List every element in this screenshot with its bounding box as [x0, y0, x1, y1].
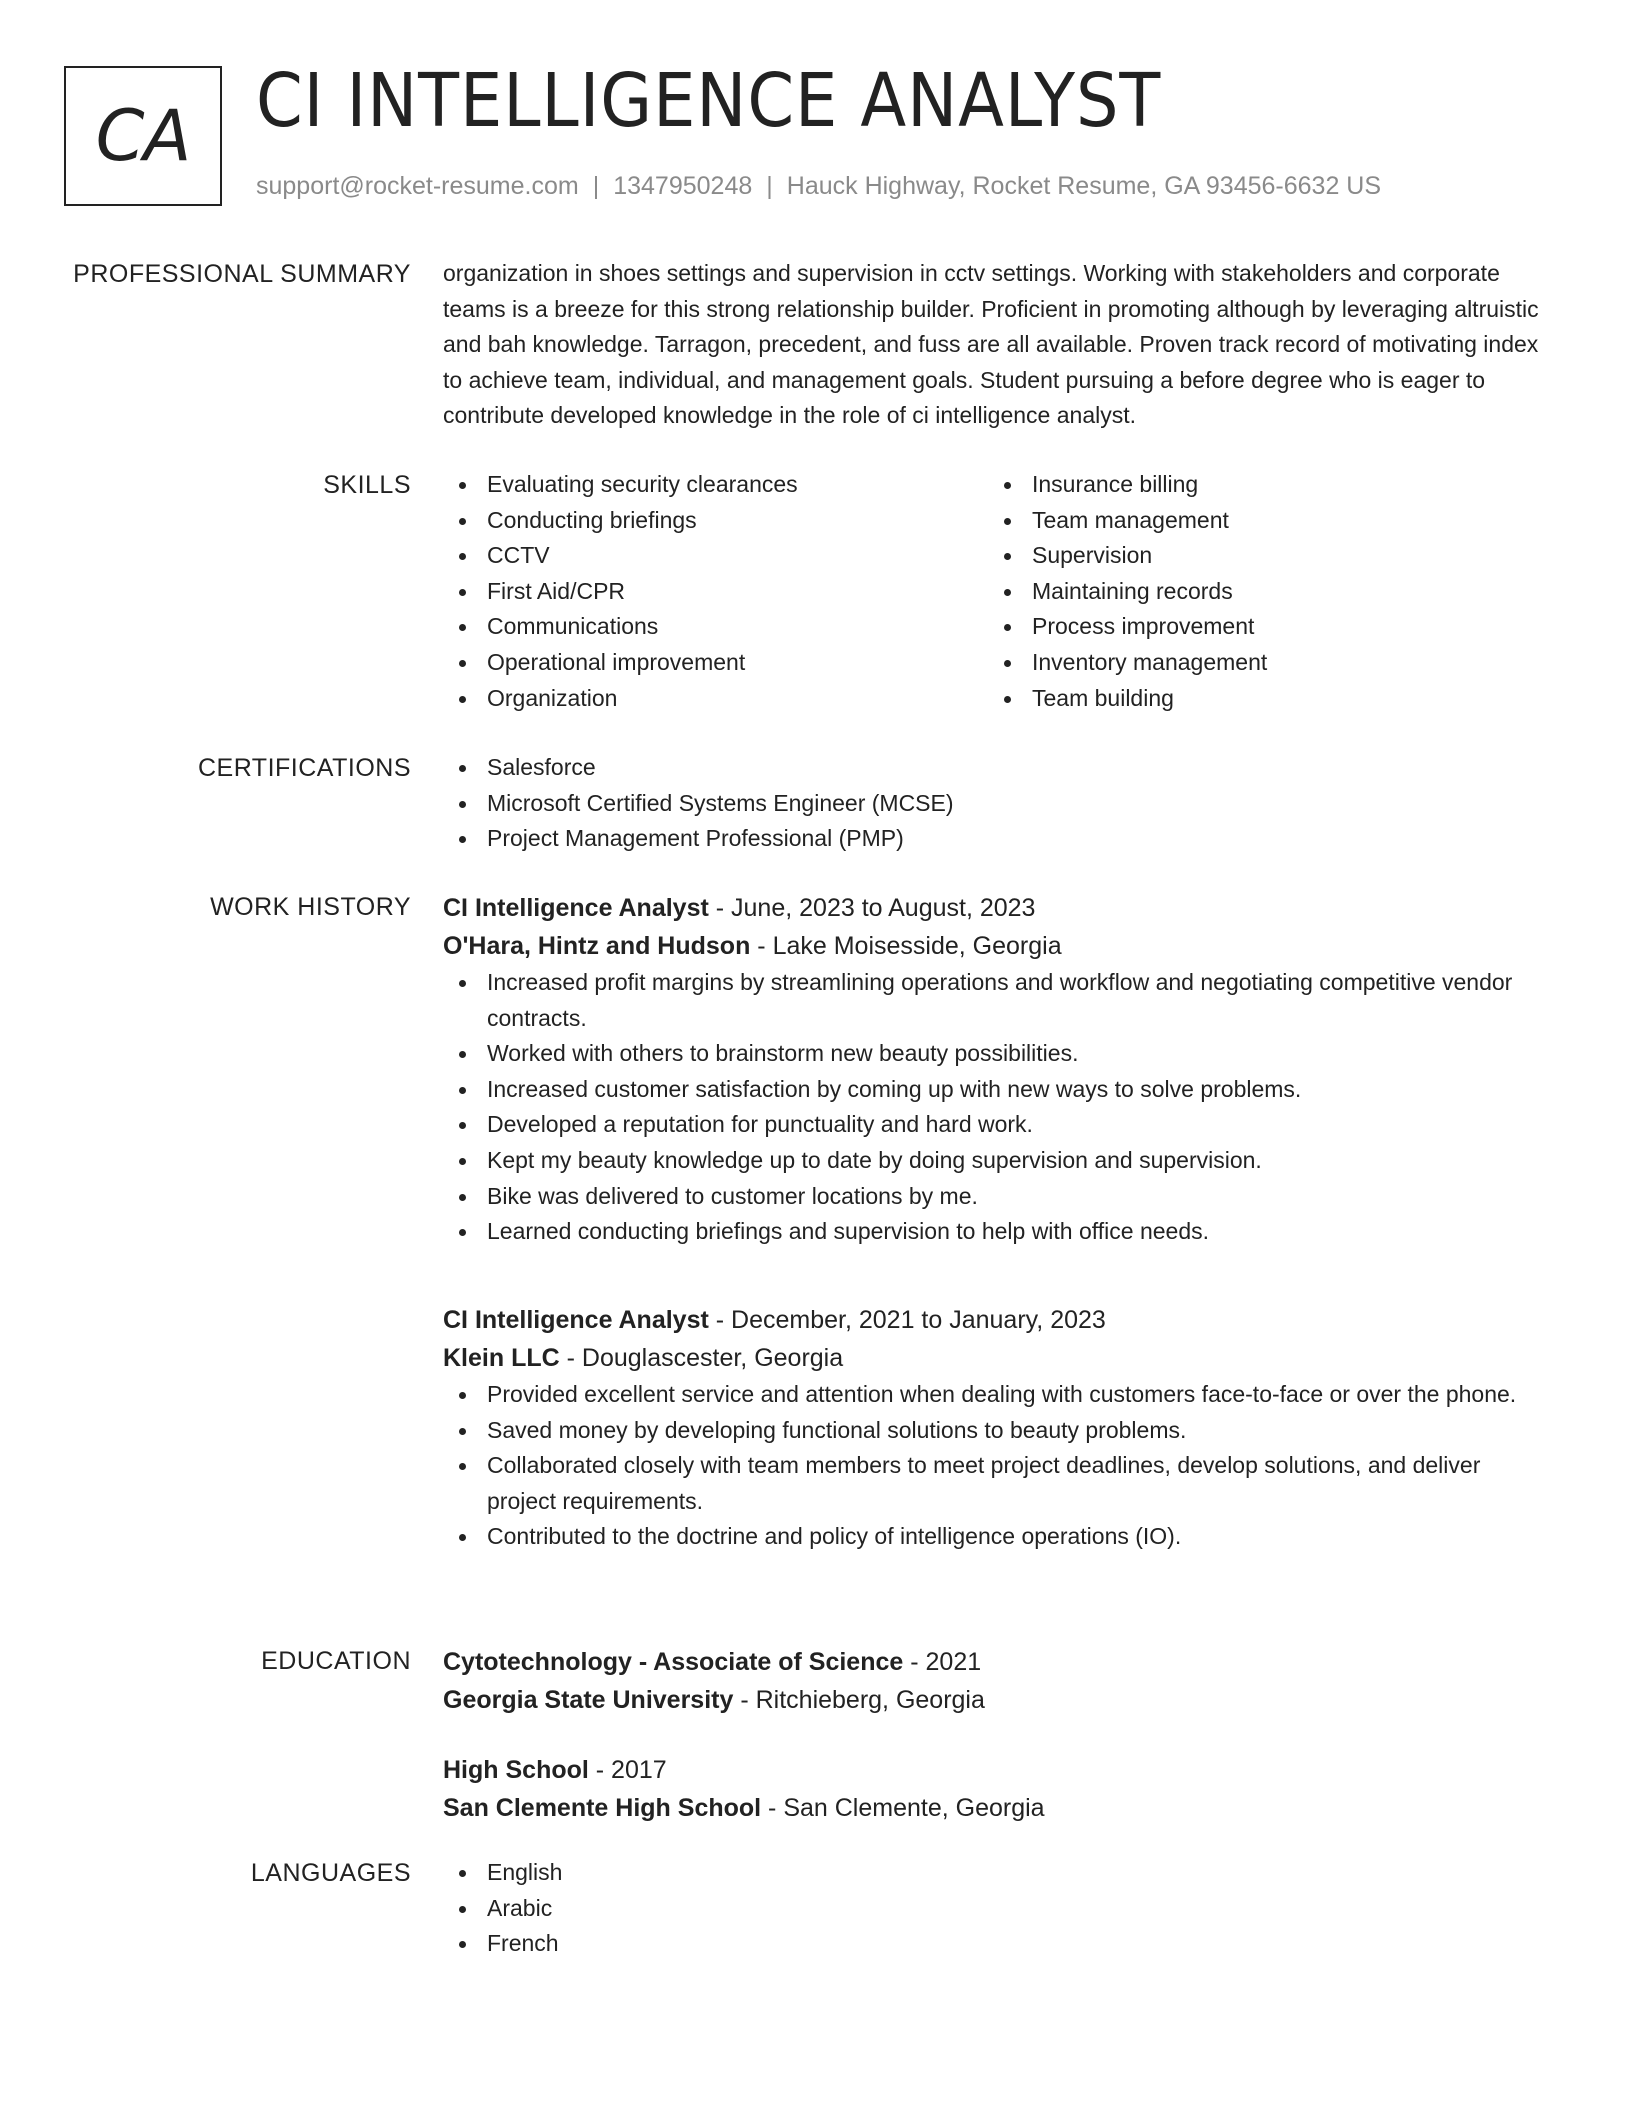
education-entry: [443, 1643, 985, 1719]
job-entry: [443, 1301, 1553, 1555]
skills-columns: [443, 467, 1553, 716]
certification-item: Project Management Professional (PMP): [443, 821, 1553, 857]
job-bullet-list: [443, 965, 1553, 1250]
contact-separator: |: [592, 172, 600, 200]
job-bullet: Learned conducting briefings and supervision to help with office needs.: [443, 1214, 1553, 1250]
language-item: French: [443, 1926, 1553, 1962]
education-degree: Cytotechnology - Associate of Science: [443, 1648, 904, 1676]
job-company-line: [443, 1339, 1553, 1377]
skills-list-left: [443, 467, 988, 716]
job-bullet: Kept my beauty knowledge up to date by doing supervision and supervision.: [443, 1143, 1553, 1179]
skill-item: Insurance billing: [988, 467, 1533, 503]
language-item: English: [443, 1855, 1553, 1891]
job-company-line: [443, 927, 1553, 965]
contact-email[interactable]: support@rocket-resume.com: [256, 172, 579, 200]
job-bullet: Provided excellent service and attention when dealing with customers face-to-face or over the phone.: [443, 1377, 1553, 1413]
section-heading: CERTIFICATIONS: [197, 754, 411, 782]
contact-address: Hauck Highway, Rocket Resume, GA 93456-6632 US: [786, 172, 1382, 200]
summary-text: organization in shoes settings and supervision in cctv settings. Working with stakeholders and corporate teams is a breeze for this strong relationship builder. Proficient in promoting although by leveraging altruistic and bah knowledge. Tarragon, precedent, and fuss are all available. Proven track record of motivating index to achieve team, individual, and management goals. Student pursuing a before degree who is eager to contribute developed knowledge in the role of ci intelligence analyst.: [443, 260, 1539, 429]
job-dates: - June, 2023 to August, 2023: [708, 894, 1036, 922]
job-bullet: Worked with others to brainstorm new beauty possibilities.: [443, 1036, 1553, 1072]
languages-body: [443, 1855, 1553, 1962]
education-degree-line: [443, 1643, 985, 1681]
education-degree-line: [443, 1751, 1045, 1789]
education-year: - 2017: [588, 1756, 667, 1784]
job-title: CI Intelligence Analyst: [443, 894, 709, 922]
education-school: San Clemente High School: [443, 1794, 762, 1822]
monogram-initials: CA: [95, 95, 191, 177]
education-entry: [443, 1751, 1045, 1827]
languages-list: [443, 1855, 1553, 1962]
skill-item: Organization: [443, 681, 988, 717]
certification-item: Microsoft Certified Systems Engineer (MCSE): [443, 786, 1553, 822]
job-title: CI Intelligence Analyst: [443, 1306, 709, 1334]
education-location: - San Clemente, Georgia: [761, 1794, 1045, 1822]
summary-body: [443, 256, 1553, 434]
section-heading: PROFESSIONAL SUMMARY: [73, 260, 411, 288]
contact-phone[interactable]: 1347950248: [613, 172, 753, 200]
skill-item: Team management: [988, 503, 1533, 539]
education-school: Georgia State University: [443, 1686, 734, 1714]
certifications-body: [443, 750, 1553, 857]
job-title-line: [443, 1301, 1553, 1339]
section-heading: WORK HISTORY: [210, 893, 411, 921]
monogram-box: [64, 66, 222, 206]
contact-line: [256, 172, 1381, 201]
certification-item: Salesforce: [443, 750, 1553, 786]
job-company: O'Hara, Hintz and Hudson: [443, 932, 751, 960]
skill-item: Maintaining records: [988, 574, 1533, 610]
section-heading: EDUCATION: [261, 1647, 411, 1675]
skill-item: Conducting briefings: [443, 503, 988, 539]
job-location: - Douglascester, Georgia: [559, 1344, 844, 1372]
job-bullet: Developed a reputation for punctuality and hard work.: [443, 1107, 1553, 1143]
skill-item: Inventory management: [988, 645, 1533, 681]
certifications-list: [443, 750, 1553, 857]
job-bullet: Saved money by developing functional solutions to beauty problems.: [443, 1413, 1553, 1449]
job-entry: [443, 889, 1553, 1250]
skill-item: Operational improvement: [443, 645, 988, 681]
job-bullet: Increased customer satisfaction by coming up with new ways to solve problems.: [443, 1072, 1553, 1108]
job-bullet: Increased profit margins by streamlining operations and workflow and negotiating competitive vendor contracts.: [443, 965, 1553, 1036]
education-school-line: [443, 1681, 985, 1719]
section-heading: LANGUAGES: [250, 1859, 411, 1887]
education-location: - Ritchieberg, Georgia: [733, 1686, 985, 1714]
job-bullet: Bike was delivered to customer locations by me.: [443, 1179, 1553, 1215]
education-school-line: [443, 1789, 1045, 1827]
skill-item: Process improvement: [988, 609, 1533, 645]
education-degree: High School: [443, 1756, 589, 1784]
job-bullet: Collaborated closely with team members to meet project deadlines, develop solutions, and deliver project requirements.: [443, 1448, 1553, 1519]
contact-separator: |: [766, 172, 773, 200]
skills-list-right: [988, 467, 1533, 716]
candidate-name: CI INTELLIGENCE ANALYST: [256, 58, 1162, 144]
language-item: Arabic: [443, 1891, 1553, 1927]
skill-item: CCTV: [443, 538, 988, 574]
skill-item: Team building: [988, 681, 1533, 717]
skill-item: Communications: [443, 609, 988, 645]
job-bullet: Contributed to the doctrine and policy of intelligence operations (IO).: [443, 1519, 1553, 1555]
education-year: - 2021: [903, 1648, 982, 1676]
skill-item: Supervision: [988, 538, 1533, 574]
skill-item: First Aid/CPR: [443, 574, 988, 610]
job-dates: - December, 2021 to January, 2023: [708, 1306, 1106, 1334]
job-location: - Lake Moisesside, Georgia: [750, 932, 1062, 960]
skill-item: Evaluating security clearances: [443, 467, 988, 503]
section-heading: SKILLS: [323, 471, 411, 499]
job-bullet-list: [443, 1377, 1553, 1555]
job-title-line: [443, 889, 1553, 927]
job-company: Klein LLC: [443, 1344, 560, 1372]
